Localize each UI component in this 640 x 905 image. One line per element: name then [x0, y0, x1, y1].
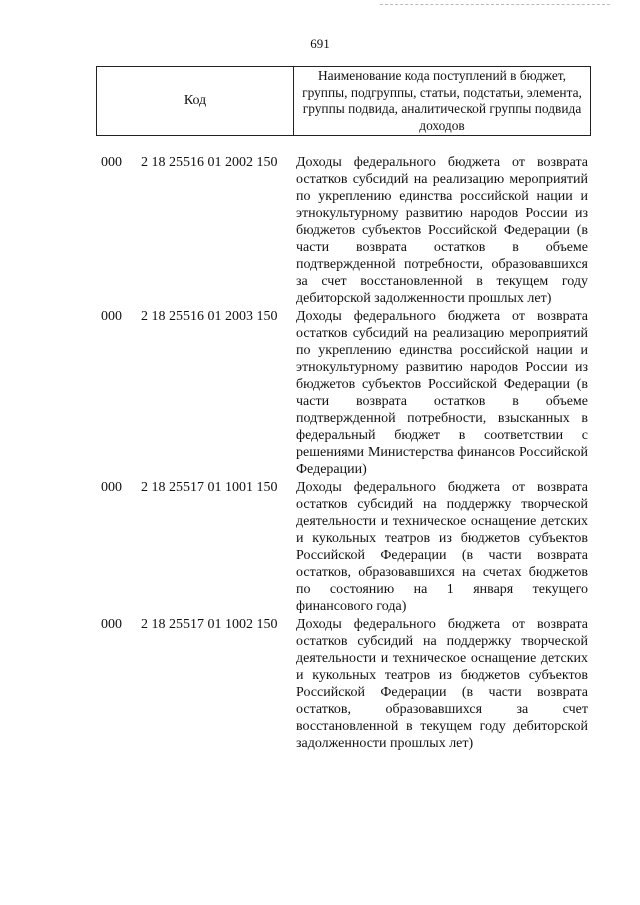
income-code: 2 18 25517 01 1001 150 [141, 480, 278, 495]
header-code-cell: Код [97, 67, 294, 135]
header-name-cell: Наименование кода поступлений в бюджет, группы, подгруппы, статьи, подстатьи, элемента, группы подвида, аналитической группы подвида доходов [302, 68, 582, 133]
income-description: Доходы федерального бюджета от возврата остатков субсидий на реализацию мероприятий по укреплению единства российской нации и этнокультурному развитию народов России из бюджетов субъектов Российской Федерации (в части возврата остатков в объеме подтвержденной потребности, взысканных в федеральный бюджет в соответствии с решениями Министерства финансов Российской Федерации) [296, 309, 588, 477]
scan-edge-rule [380, 4, 610, 5]
income-code: 2 18 25516 01 2002 150 [141, 155, 278, 170]
table-header [96, 66, 591, 136]
income-code-list [0, 154, 640, 753]
table-row [0, 308, 640, 478]
income-description: Доходы федерального бюджета от возврата остатков субсидий на поддержку творческой деятельности и техническое оснащение детских и кукольных театров из бюджетов субъектов Российской Федерации (в части возврата остатков, образовавшихся на счетах бюджетов по состоянию на 1 января текущего финансового года) [296, 480, 588, 614]
admin-code: 000 [101, 617, 122, 632]
income-description: Доходы федерального бюджета от возврата остатков субсидий на поддержку творческой деятельности и техническое оснащение детских и кукольных театров из бюджетов субъектов Российской Федерации (в части возврата остатков, образовавшихся за счет восстановленной в текущем году дебиторской задолженности прошлых лет) [296, 617, 588, 751]
table-row [0, 616, 640, 752]
table-row [0, 154, 640, 307]
income-description: Доходы федерального бюджета от возврата остатков субсидий на реализацию мероприятий по укреплению единства российской нации и этнокультурному развитию народов России из бюджетов субъектов Российской Федерации (в части возврата остатков в объеме подтвержденной потребности, образовавшихся за счет восстановленной в текущем году дебиторской задолженности прошлых лет) [296, 155, 588, 306]
income-code: 2 18 25517 01 1002 150 [141, 617, 278, 632]
admin-code: 000 [101, 309, 122, 324]
page-number: 691 [310, 36, 330, 51]
admin-code: 000 [101, 155, 122, 170]
table-row [0, 479, 640, 615]
income-code: 2 18 25516 01 2003 150 [141, 309, 278, 324]
admin-code: 000 [101, 480, 122, 495]
